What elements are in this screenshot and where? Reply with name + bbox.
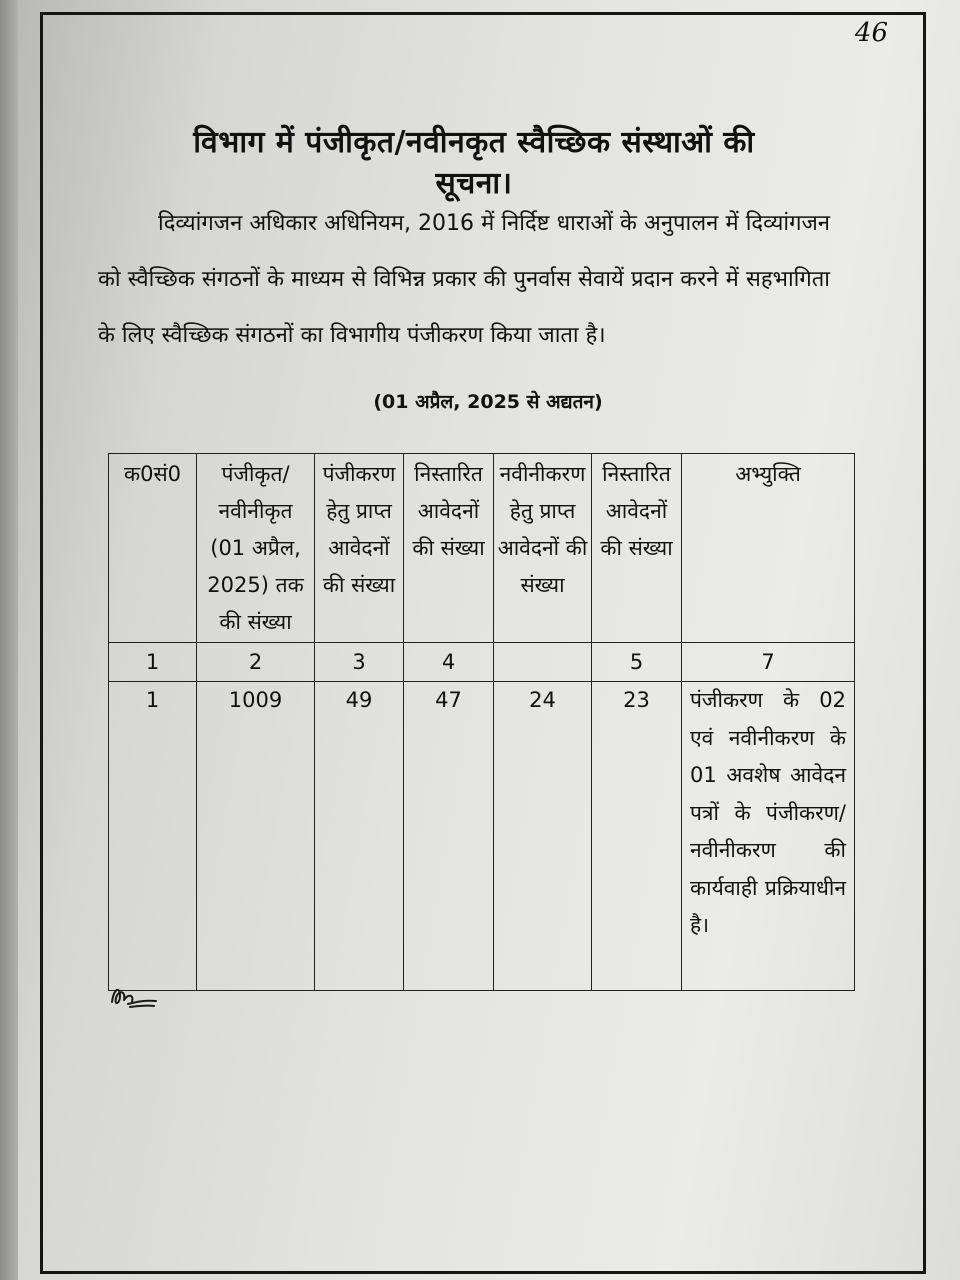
index-cell: 5	[592, 643, 682, 682]
registration-received-cell: 49	[315, 682, 404, 991]
table-header-row	[109, 454, 855, 643]
column-index-row	[109, 643, 855, 682]
registered-count-cell: 1009	[197, 682, 315, 991]
table-row	[109, 682, 855, 991]
renewal-received-cell: 24	[494, 682, 592, 991]
page-number: 46	[854, 18, 888, 48]
header-registered-count: पंजीकृत/नवीनीकृत (01 अप्रैल, 2025) तक की संख्या	[197, 454, 315, 643]
index-cell: 1	[109, 643, 197, 682]
header-renewal-received: नवीनीकरण हेतु प्राप्त आवेदनों की संख्या	[494, 454, 592, 643]
header-remarks: अभ्युक्ति	[682, 454, 855, 643]
header-serial-no: क0सं0	[109, 454, 197, 643]
index-cell: 3	[315, 643, 404, 682]
header-renewal-disposed: निस्तारित आवेदनों की संख्या	[592, 454, 682, 643]
registration-table	[108, 453, 855, 991]
intro-paragraph: दिव्यांगजन अधिकार अधिनियम, 2016 में निर्दिष्ट धाराओं के अनुपालन में दिव्यांगजन को स्वैच्छिक संगठनों के माध्यम से विभिन्न प्रकार की पुनर्वास सेवायें प्रदान करने में सहभागिता के लिए स्वैच्छिक संगठनों का विभागीय पंजीकरण किया जाता है।	[98, 211, 830, 348]
remarks-cell: पंजीकरण के 02 एवं नवीनीकरण के 01 अवशेष आवेदन पत्रों के पंजीकरण/ नवीनीकरण की कार्यवाही प्रक्रियाधीन है।	[682, 682, 855, 991]
header-registration-received: पंजीकरण हेतु प्राप्त आवेदनों की संख्या	[315, 454, 404, 643]
index-cell	[494, 643, 592, 682]
index-cell: 4	[404, 643, 494, 682]
index-cell: 2	[197, 643, 315, 682]
update-date-note: (01 अप्रैल, 2025 से अद्यतन)	[373, 391, 603, 413]
handwritten-initials	[108, 980, 160, 1010]
serial-no-cell: 1	[109, 682, 197, 991]
renewal-disposed-cell: 23	[592, 682, 682, 991]
registration-disposed-cell: 47	[404, 682, 494, 991]
index-cell: 7	[682, 643, 855, 682]
header-registration-disposed: निस्तारित आवेदनों की संख्या	[404, 454, 494, 643]
document-page	[18, 0, 960, 1280]
page-title: विभाग में पंजीकृत/नवीनकृत स्वैच्छिक संस्थाओं की सूचना।	[193, 125, 755, 201]
